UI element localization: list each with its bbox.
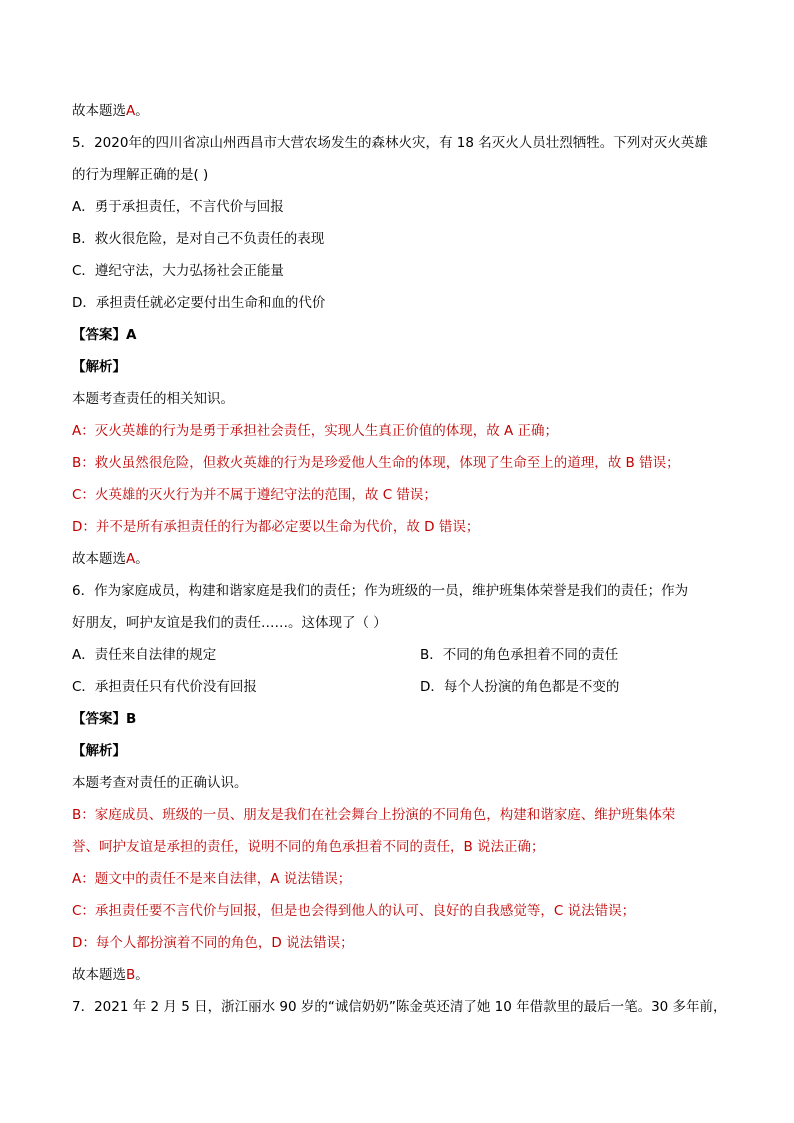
q6-analysis-b-line1: B：家庭成员、班级的一员、朋友是我们在社会舞台上扮演的不同角色，构建和谐家庭、维护班集体荣 [72, 807, 676, 823]
conclusion-end: 。 [135, 551, 149, 567]
q6-analysis-label: 【解析】 [72, 743, 126, 759]
q5-conclusion [72, 549, 722, 569]
conclusion-answer: A [126, 551, 136, 567]
conclusion-text: 故本题选 [72, 551, 126, 567]
q6-analysis-intro: 本题考查对责任的正确认识。 [72, 775, 248, 791]
q5-answer [72, 325, 722, 345]
q6-option-d: D．每个人扮演的角色都是不变的 [420, 679, 620, 695]
q6-option-a: A．责任来自法律的规定 [72, 647, 217, 663]
q6-options-row1 [72, 645, 722, 665]
q6-option-b: B．不同的角色承担着不同的责任 [420, 647, 619, 663]
q6-option-c: C．承担责任只有代价没有回报 [72, 679, 257, 695]
q6-analysis-d: D：每个人都扮演着不同的角色，D 说法错误； [72, 935, 354, 951]
prev-conclusion [72, 101, 722, 121]
conclusion-text: 故本题选 [72, 967, 126, 983]
conclusion-text: 故本题选 [72, 103, 126, 119]
q5-option-a: A．勇于承担责任，不言代价与回报 [72, 199, 284, 215]
conclusion-answer: B [126, 967, 136, 983]
q5-analysis-d: D：并不是所有承担责任的行为都必定要以生命为代价，故 D 错误； [72, 519, 480, 535]
answer-value: A [126, 327, 137, 343]
q6-options-row2 [72, 677, 722, 697]
answer-label: 【答案】 [72, 327, 126, 343]
q6-analysis-c: C：承担责任要不言代价与回报，但是也会得到他人的认可、良好的自我感觉等，C 说法错误； [72, 903, 636, 919]
answer-value: B [126, 711, 137, 727]
q6-conclusion [72, 965, 722, 985]
conclusion-end: 。 [135, 103, 149, 119]
q5-analysis-b: B：救火虽然很危险，但救火英雄的行为是珍爱他人生命的体现，体现了生命至上的道理，故 B 错误； [72, 455, 680, 471]
conclusion-answer: A [126, 103, 136, 119]
q6-analysis-b-line2: 誉、呵护友谊是承担的责任，说明不同的角色承担着不同的责任，B 说法正确； [72, 839, 545, 855]
q6-analysis-a: A：题文中的责任不是来自法律，A 说法错误； [72, 871, 352, 887]
conclusion-end: 。 [135, 967, 149, 983]
q6-answer [72, 709, 722, 729]
q5-analysis-label: 【解析】 [72, 359, 126, 375]
answer-label: 【答案】 [72, 711, 126, 727]
q5-analysis-c: C：火英雄的灭火行为并不属于遵纪守法的范围，故 C 错误； [72, 487, 437, 503]
q6-stem-line1: 6．作为家庭成员，构建和谐家庭是我们的责任；作为班级的一员，维护班集体荣誉是我们的责任；作为 [72, 583, 689, 599]
q6-stem-line2: 好朋友，呵护友谊是我们的责任……。这体现了（ ） [72, 615, 387, 631]
q5-option-c: C．遵纪守法，大力弘扬社会正能量 [72, 263, 284, 279]
q5-stem-line1: 5．2020年的四川省凉山州西昌市大营农场发生的森林火灾，有 18 名灭火人员壮烈牺牲。下列对灭火英雄 [72, 135, 708, 151]
q5-option-d: D．承担责任就必定要付出生命和血的代价 [72, 295, 326, 311]
q5-stem-line2: 的行为理解正确的是( ) [72, 167, 209, 183]
q5-option-b: B．救火很危险，是对自己不负责任的表现 [72, 231, 325, 247]
q7-stem-line1: 7．2021 年 2 月 5 日，浙江丽水 90 岁的“诚信奶奶”陈金英还清了她 10 年借款里的最后一笔。30 多年前， [72, 999, 727, 1015]
q5-analysis-a: A：灭火英雄的行为是勇于承担社会责任，实现人生真正价值的体现，故 A 正确； [72, 423, 559, 439]
q5-analysis-intro: 本题考查责任的相关知识。 [72, 391, 234, 407]
